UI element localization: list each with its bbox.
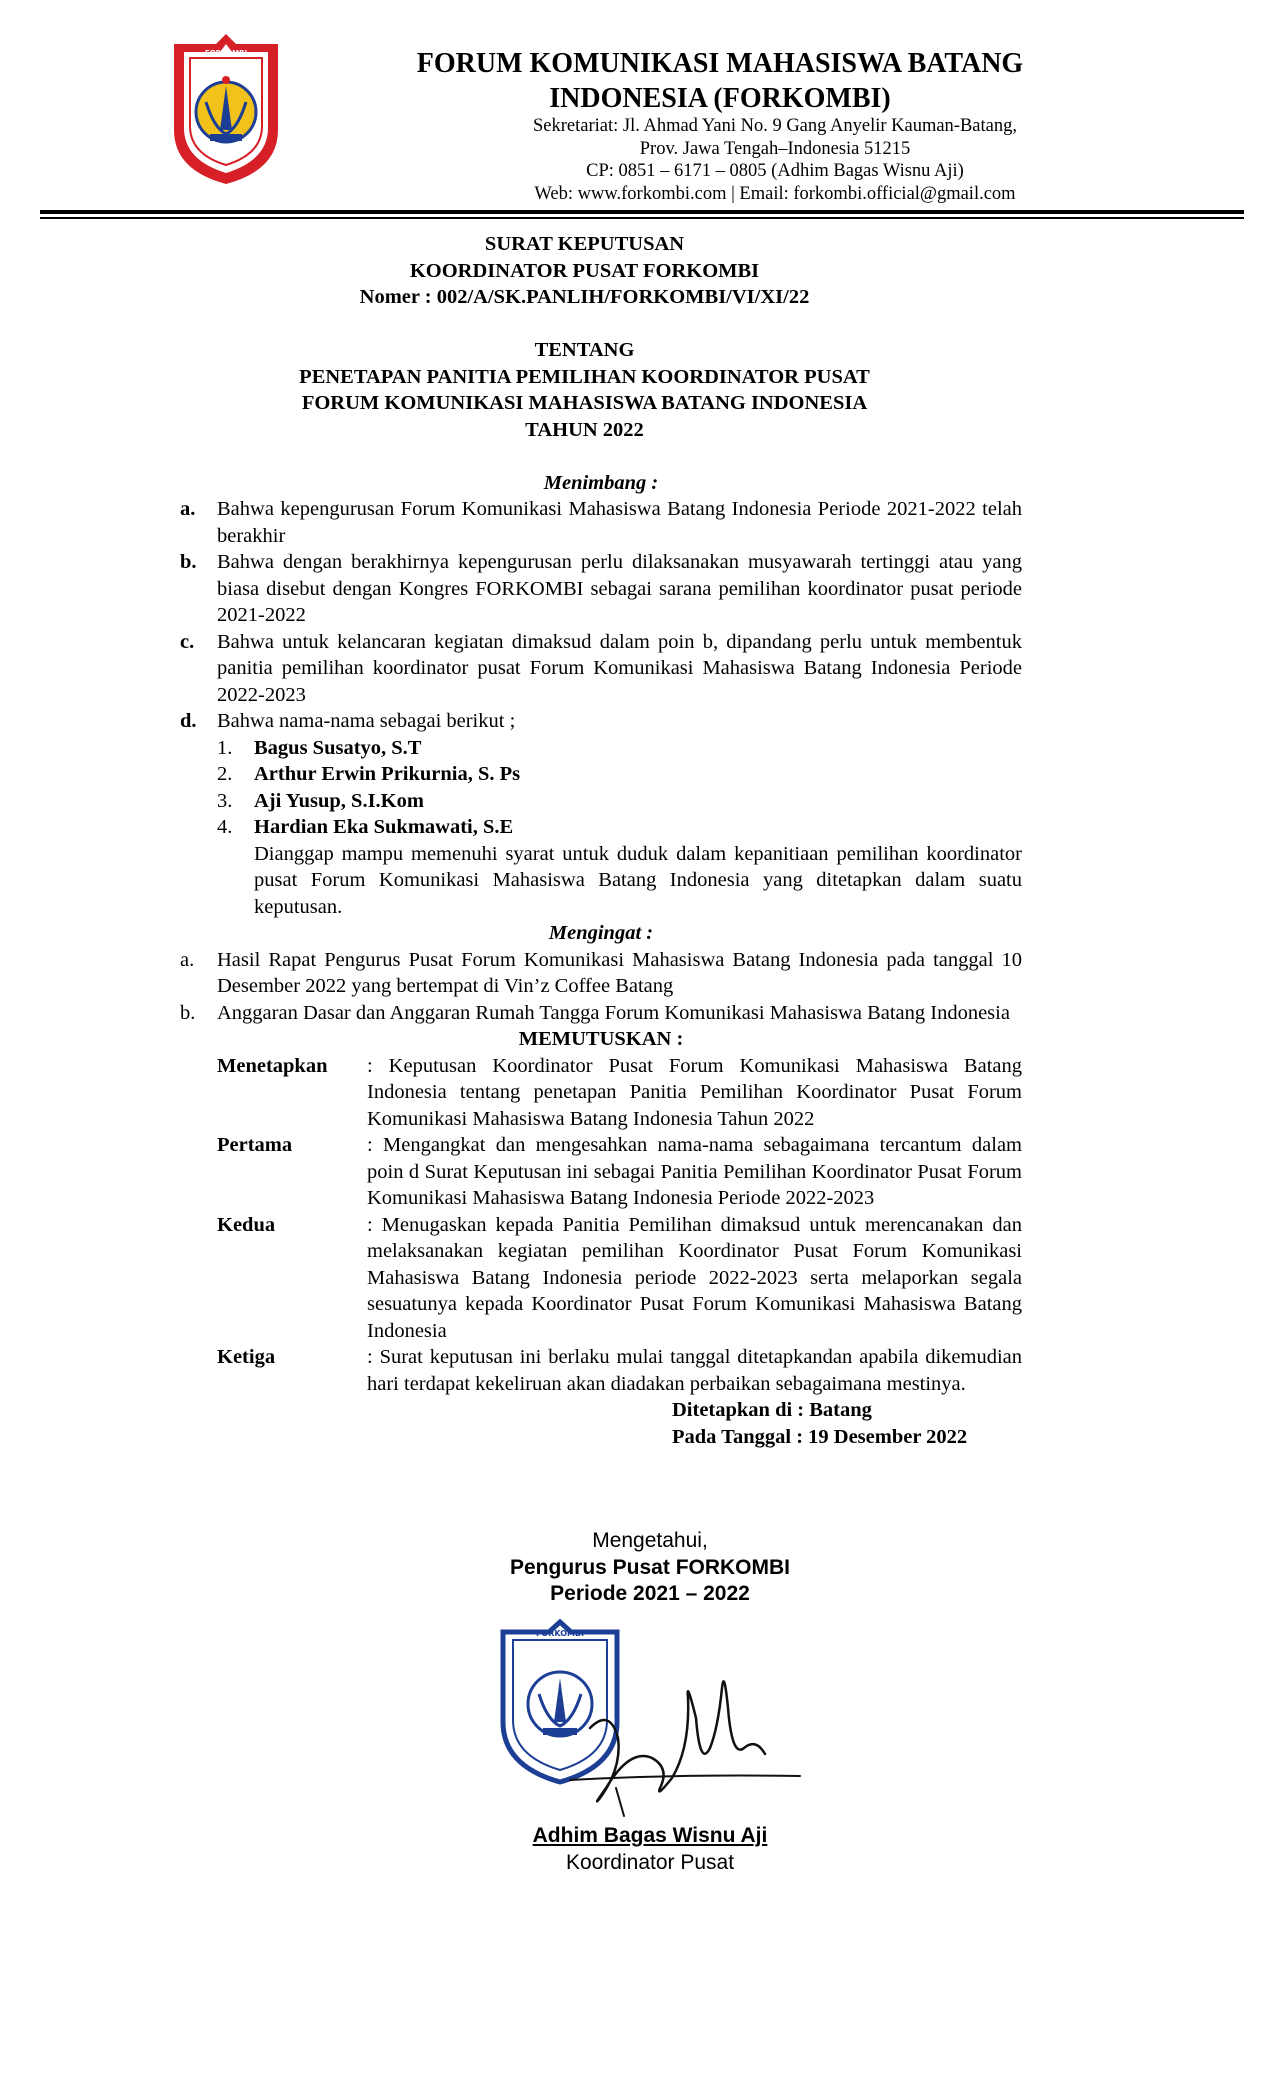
list-item — [180, 947, 1022, 1000]
name-item — [217, 761, 1022, 788]
menimbang-list — [180, 496, 1022, 920]
list-text: Hasil Rapat Pengurus Pusat Forum Komunikasi Mahasiswa Batang Indonesia pada tanggal 10 Desember 2022 yang bertempat di Vin’z Coffee Batang — [217, 948, 1022, 997]
decision-list — [180, 1053, 1022, 1398]
header-divider-thin — [40, 217, 1244, 219]
name-marker: 3. — [217, 789, 233, 812]
memutuskan-heading: MEMUTUSKAN : — [518, 1028, 684, 1050]
decision-text: : Surat keputusan ini berlaku mulai tanggal ditetapkandan apabila dikemudian hari terdapat kekeliruan akan diadakan perbaikan sebagaimana mestinya. — [367, 1346, 1022, 1395]
name-item — [217, 814, 1022, 841]
list-marker: a. — [180, 498, 196, 520]
forkombi-logo — [166, 30, 286, 186]
subject-line1: PENETAPAN PANITIA PEMILIHAN KOORDINATOR PUSAT — [299, 365, 870, 388]
decision-item — [217, 1344, 1022, 1397]
decision-item — [217, 1132, 1022, 1212]
mengetahui-label: Mengetahui, — [592, 1529, 708, 1552]
ditetapkan-date: Pada Tanggal : 19 Desember 2022 — [672, 1425, 968, 1448]
name-marker: 2. — [217, 763, 233, 785]
list-marker: b. — [180, 551, 197, 573]
address-line1: Sekretariat: Jl. Ahmad Yani No. 9 Gang Anyelir Kauman-Batang, — [533, 116, 1017, 136]
signatory — [430, 1823, 870, 1876]
signatory-period: Periode 2021 – 2022 — [550, 1582, 750, 1605]
decree-number: Nomer : 002/A/SK.PANLIH/FORKOMBI/VI/XI/22 — [359, 286, 810, 308]
name-item — [217, 788, 1022, 815]
signatory-body: Pengurus Pusat FORKOMBI — [509, 1555, 791, 1579]
committee-name: Hardian Eka Sukmawati, S.E — [254, 816, 514, 838]
committee-name: Bagus Susatyo, S.T — [254, 736, 422, 759]
name-marker: 1. — [217, 736, 233, 759]
ditetapkan-place: Ditetapkan di : Batang — [672, 1399, 872, 1421]
names-note: Dianggap mampu memenuhi syarat untuk duduk dalam kepanitiaan pemilihan koordinator pusat Forum Komunikasi Mahasiswa Batang Indonesia yang ditetapkan dalam suatu keputusan. — [254, 842, 1022, 918]
name-marker: 4. — [217, 816, 233, 838]
decree-title — [147, 231, 1022, 311]
list-item — [180, 629, 1022, 709]
committee-name: Aji Yusup, S.I.Kom — [254, 789, 424, 812]
list-item — [180, 549, 1022, 629]
decision-key: Menetapkan — [217, 1054, 328, 1077]
header-divider-thick — [40, 210, 1244, 214]
list-item — [180, 496, 1022, 549]
subject-line3: TAHUN 2022 — [525, 418, 644, 441]
decision-item — [217, 1212, 1022, 1345]
committee-name: Arthur Erwin Prikurnia, S. Ps — [254, 763, 521, 785]
list-text: Anggaran Dasar dan Anggaran Rumah Tangga Forum Komunikasi Mahasiswa Batang Indonesia — [217, 1001, 1010, 1024]
list-text: Bahwa untuk kelancaran kegiatan dimaksud dalam poin b, dipandang perlu untuk membentuk panitia pemilihan koordinator pusat Forum Komunikasi Mahasiswa Batang Indonesia Periode 2022-2023 — [217, 630, 1022, 706]
subject-line2: FORUM KOMUNIKASI MAHASISWA BATANG INDONESIA — [301, 392, 868, 414]
decision-text: : Menugaskan kepada Panitia Pemilihan dimaksud untuk merencanakan dan melaksanakan kegiatan pemilihan Koordinator Pusat Forum Komunikasi Mahasiswa Batang Indonesia periode 2022-2023 serta melaporkan segala sesuatunya kepada Koordinator Pusat Forum Komunikasi Mahasiswa Batang Indonesia — [367, 1213, 1022, 1342]
name-item — [217, 735, 1022, 762]
list-text: Bahwa kepengurusan Forum Komunikasi Mahasiswa Batang Indonesia Periode 2021-2022 telah berakhir — [217, 498, 1022, 547]
web-line: Web: www.forkombi.com | Email: forkombi.official@gmail.com — [534, 183, 1016, 204]
decision-key: Pertama — [217, 1134, 293, 1156]
org-name-line2: INDONESIA (FORKOMBI) — [549, 83, 891, 114]
decision-key: Kedua — [217, 1213, 276, 1236]
list-marker: d. — [180, 710, 197, 732]
decision-text: : Mengangkat dan mengesahkan nama-nama sebagaimana tercantum dalam poin d Surat Keputusan ini sebagai Panitia Pemilihan Koordinator Pusat Forum Komunikasi Mahasiswa Batang Indonesia Periode 2022-2023 — [367, 1134, 1022, 1209]
organization-name — [380, 46, 1060, 116]
org-name-line1: FORUM KOMUNIKASI MAHASISWA BATANG — [416, 48, 1024, 79]
logo-text: FORKOMBI — [204, 49, 248, 57]
stamp-text: FORKOMBI — [535, 1629, 585, 1638]
mengingat-list — [180, 947, 1022, 1027]
organization-address — [450, 115, 1100, 205]
signatory-name: Adhim Bagas Wisnu Aji — [532, 1824, 768, 1847]
list-text: Bahwa dengan berakhirnya kepengurusan perlu dilaksanakan musyawarah tertinggi atau yang biasa disebut dengan Kongres FORKOMBI sebagai sarana pemilihan koordinator pusat periode 2021-2022 — [217, 551, 1022, 626]
subject-tentang: TENTANG — [534, 339, 635, 361]
address-line2: Prov. Jawa Tengah–Indonesia 51215 — [639, 138, 911, 159]
list-item — [180, 1000, 1022, 1027]
decree-title-line2: KOORDINATOR PUSAT FORKOMBI — [409, 259, 760, 282]
letter-body — [180, 231, 1022, 1450]
list-text: Bahwa nama-nama sebagai berikut ; — [217, 710, 516, 732]
phone-line: CP: 0851 – 6171 – 0805 (Adhim Bagas Wisnu Aji) — [586, 161, 964, 181]
menimbang-heading: Menimbang : — [543, 471, 659, 494]
decision-item — [217, 1053, 1022, 1133]
mengingat-heading: Mengingat : — [548, 922, 654, 944]
signatory-position: Koordinator Pusat — [565, 1850, 735, 1874]
decision-text: : Keputusan Koordinator Pusat Forum Komunikasi Mahasiswa Batang Indonesia tentang penetapan Panitia Pemilihan Koordinator Pusat Forum Komunikasi Mahasiswa Batang Indonesia Tahun 2022 — [367, 1054, 1022, 1130]
decision-key: Ketiga — [217, 1346, 276, 1368]
decree-subject — [147, 337, 1022, 443]
list-item — [180, 708, 1022, 735]
list-marker: c. — [180, 630, 195, 653]
decree-title-line1: SURAT KEPUTUSAN — [484, 233, 685, 255]
list-marker: a. — [180, 948, 195, 971]
signature-header — [430, 1528, 870, 1608]
handwritten-signature — [560, 1658, 810, 1818]
list-marker: b. — [180, 1001, 196, 1024]
